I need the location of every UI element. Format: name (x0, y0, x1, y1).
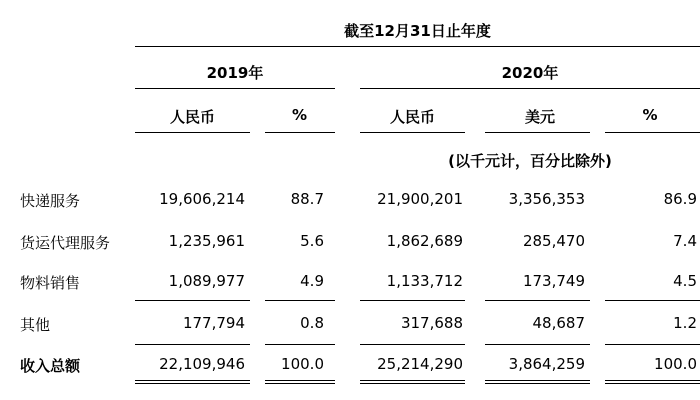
row-rule-3 (360, 300, 465, 301)
year-2019-rule (135, 88, 335, 89)
row-rule-1 (135, 300, 250, 301)
total-under-a-4 (485, 380, 590, 381)
col-rule-5 (605, 132, 700, 133)
period-header-rule (135, 46, 700, 47)
total-label: 收入总额 (20, 357, 81, 375)
total-top-rule-3 (360, 344, 465, 345)
col-header-rmb-2020: 人民币 (389, 108, 435, 126)
total-under-b-2 (265, 383, 335, 384)
row-label: 货运代理服务 (20, 234, 111, 252)
row-label: 其他 (20, 316, 51, 334)
cell-rmb-2019: 1,235,961 (168, 232, 245, 250)
cell-pct-2020: 4.5 (673, 272, 697, 290)
total-under-b-1 (135, 383, 250, 384)
cell-pct-2020: 7.4 (673, 232, 697, 250)
cell-pct-2019: 4.9 (300, 272, 324, 290)
total-under-a-5 (605, 380, 700, 381)
cell-pct-2019: 88.7 (290, 190, 324, 208)
total-pct-2019: 100.0 (281, 355, 324, 373)
total-under-b-3 (360, 383, 465, 384)
cell-rmb-2020: 21,900,201 (377, 190, 463, 208)
cell-usd-2020: 173,749 (522, 272, 585, 290)
cell-rmb-2020: 1,862,689 (386, 232, 463, 250)
total-under-b-5 (605, 383, 700, 384)
row-rule-5 (605, 300, 700, 301)
cell-rmb-2020: 317,688 (400, 314, 463, 332)
row-label: 快递服务 (20, 192, 81, 210)
total-under-a-1 (135, 380, 250, 381)
year-header-2019: 2019年 (206, 64, 264, 82)
cell-rmb-2019: 177,794 (182, 314, 245, 332)
cell-usd-2020: 285,470 (522, 232, 585, 250)
total-top-rule-1 (135, 344, 250, 345)
total-usd-2020: 3,864,259 (508, 355, 585, 373)
cell-pct-2020: 86.9 (663, 190, 697, 208)
cell-pct-2019: 5.6 (300, 232, 324, 250)
cell-usd-2020: 48,687 (532, 314, 585, 332)
total-pct-2020: 100.0 (654, 355, 697, 373)
row-rule-2 (265, 300, 335, 301)
total-rmb-2020: 25,214,290 (377, 355, 463, 373)
col-rule-2 (265, 132, 335, 133)
row-rule-4 (485, 300, 590, 301)
total-under-a-3 (360, 380, 465, 381)
cell-pct-2020: 1.2 (673, 314, 697, 332)
cell-rmb-2019: 19,606,214 (159, 190, 245, 208)
col-rule-4 (485, 132, 590, 133)
total-top-rule-5 (605, 344, 700, 345)
units-note: (以千元计，百分比除外) (448, 152, 612, 170)
total-under-a-2 (265, 380, 335, 381)
total-rmb-2019: 22,109,946 (159, 355, 245, 373)
total-top-rule-4 (485, 344, 590, 345)
col-header-rmb-2019: 人民币 (169, 108, 215, 126)
period-header: 截至12月31日止年度 (344, 22, 491, 40)
col-rule-1 (135, 132, 250, 133)
total-under-b-4 (485, 383, 590, 384)
year-header-2020: 2020年 (501, 64, 559, 82)
col-header-usd-2020: 美元 (524, 108, 555, 126)
cell-rmb-2019: 1,089,977 (168, 272, 245, 290)
row-label: 物料销售 (20, 274, 81, 292)
cell-usd-2020: 3,356,353 (508, 190, 585, 208)
col-header-pct-2020: % (642, 106, 658, 124)
year-2020-rule (360, 88, 700, 89)
total-top-rule-2 (265, 344, 335, 345)
col-header-pct-2019: % (291, 106, 308, 124)
col-rule-3 (360, 132, 465, 133)
cell-pct-2019: 0.8 (300, 314, 324, 332)
cell-rmb-2020: 1,133,712 (386, 272, 463, 290)
